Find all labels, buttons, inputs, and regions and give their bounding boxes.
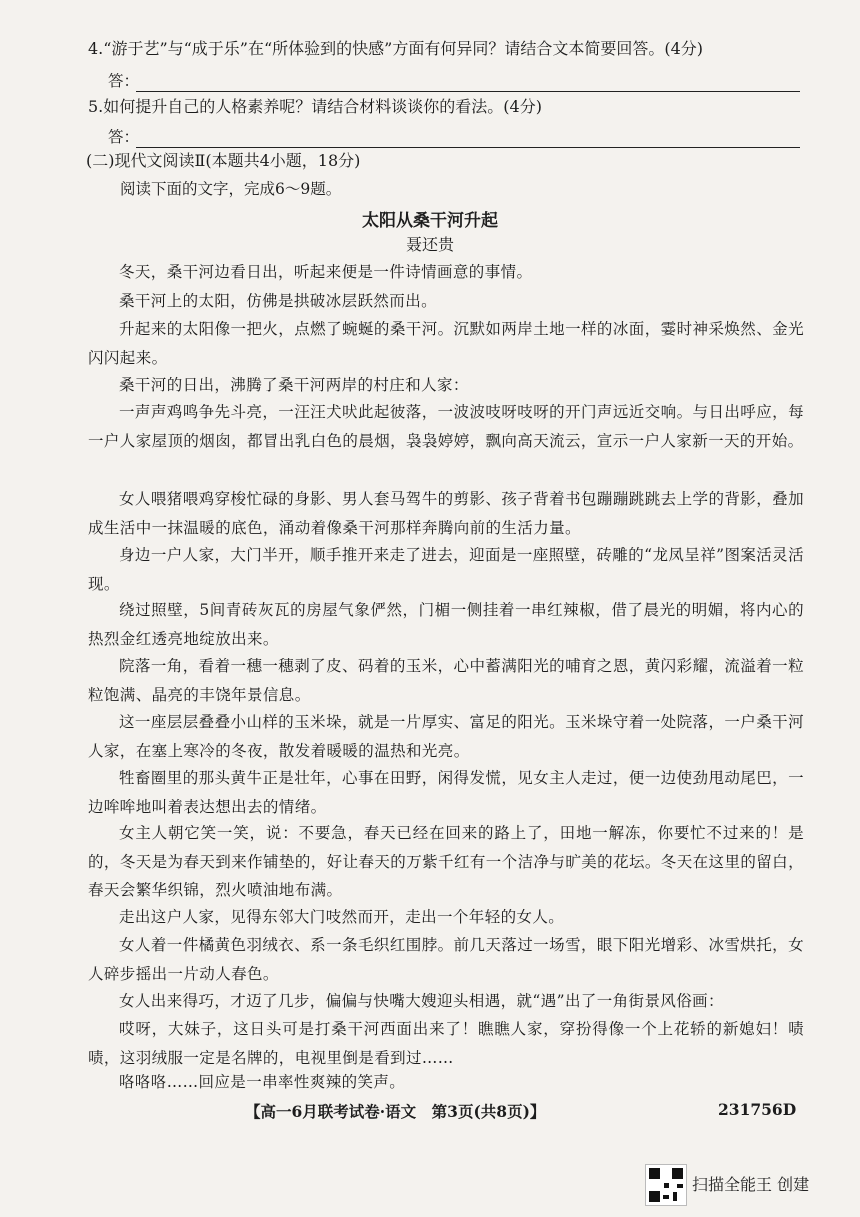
footer-exam-info: 【高一6月联考试卷·语文 第3页(共8页)】 [245, 1102, 546, 1121]
paragraph: 这一座层层叠叠小山样的玉米垛，就是一片厚实、富足的阳光。玉米垛守着一处院落，一户桑干河人家，在塞上寒冷的冬夜，散发着暖暖的温热和光亮。 [88, 713, 804, 760]
paragraph-last: 咯咯咯……回应是一串率性爽辣的笑声。 [119, 1073, 406, 1091]
paragraph: 女人着一件橘黄色羽绒衣、系一条毛织红围脖。前几天落过一场雪，眼下阳光增彩、冰雪烘托，女人碎步摇出一片动人春色。 [88, 936, 804, 983]
question-4-answer-line[interactable] [136, 91, 800, 92]
paragraph: 身边一户人家，大门半开，顺手推开来走了进去，迎面是一座照壁，砖雕的“龙凤呈祥”图案活灵活现。 [88, 546, 804, 593]
footer-paper-code: 231756D [718, 1100, 797, 1119]
paragraph: 升起来的太阳像一把火，点燃了蜿蜒的桑干河。沉默如两岸土地一样的冰面，霎时神采焕然、金光闪闪起来。 [88, 320, 804, 367]
article-author: 聂还贵 [405, 235, 454, 254]
qr-code-icon [645, 1164, 687, 1206]
paragraph: 院落一角，看着一穗一穗剥了皮、码着的玉米，心中蓄满阳光的哺育之恩，黄闪彩耀，流溢着一粒粒饱满、晶亮的丰饶年景信息。 [88, 657, 804, 704]
paragraph: 桑干河的日出，沸腾了桑干河两岸的村庄和人家： [119, 376, 469, 394]
paragraph: 女人出来得巧，才迈了几步，偏偏与快嘴大嫂迎头相遇，就“遇”出了一角街景风俗画： [119, 992, 724, 1010]
paragraph: 女人喂猪喂鸡穿梭忙碌的身影、男人套马驾牛的剪影、孩子背着书包蹦蹦跳跳去上学的背影，叠加成生活中一抹温暖的底色，涌动着像桑干河那样奔腾向前的生活力量。 [88, 490, 804, 537]
question-4-answer-label: 答： [108, 72, 140, 90]
paragraph: 牲畜圈里的那头黄牛正是壮年，心事在田野，闲得发慌，见女主人走过，便一边使劲甩动尾巴，一边哞哞地叫着表达想出去的情绪。 [88, 769, 804, 816]
scanner-watermark: 扫描全能王 创建 [692, 1175, 810, 1194]
paragraph: 哎呀，大妹子，这日头可是打桑干河西面出来了！瞧瞧人家，穿扮得像一个上花轿的新媳妇！啧啧，这羽绒服一定是名牌的，电视里倒是看到过…… [88, 1020, 804, 1067]
paragraph: 桑干河上的太阳，仿佛是拱破冰层跃然而出。 [119, 292, 438, 310]
question-4: 4.“游于艺”与“成于乐”在“所体验到的快感”方面有何异同？请结合文本简要回答。(4分) [88, 39, 704, 58]
paragraph: 走出这户人家，见得东邻大门吱然而开，走出一个年轻的女人。 [119, 908, 565, 926]
section-heading: (二)现代文阅读Ⅱ(本题共4小题，18分) [86, 151, 361, 170]
paragraph: 绕过照壁，5间青砖灰瓦的房屋气象俨然，门楣一侧挂着一串红辣椒，借了晨光的明媚，将内心的热烈金红透亮地绽放出来。 [88, 601, 804, 648]
section-instruction: 阅读下面的文字，完成6～9题。 [120, 180, 342, 198]
question-5-answer-label: 答： [108, 128, 140, 146]
question-5: 5.如何提升自己的人格素养呢？请结合材料谈谈你的看法。(4分) [88, 97, 542, 116]
paragraph: 冬天，桑干河边看日出，听起来便是一件诗情画意的事情。 [119, 263, 533, 281]
paragraph: 女主人朝它笑一笑，说：不要急，春天已经在回来的路上了，田地一解冻，你要忙不过来的！是的，冬天是为春天到来作铺垫的，好让春天的万紫千红有一个洁净与旷美的花坛。冬天在这里的留白，春天会繁华织锦，烈火喷油地布满。 [88, 824, 804, 899]
question-5-answer-line[interactable] [136, 147, 800, 148]
paragraph: 一声声鸡鸣争先斗亮，一汪汪犬吠此起彼落，一波波吱呀吱呀的开门声远近交响。与日出呼应，每一户人家屋顶的烟囱，都冒出乳白色的晨烟，袅袅婷婷，飘向高天流云，宣示一户人家新一天的开始。 [88, 403, 804, 450]
article-title: 太阳从桑干河升起 [362, 211, 498, 231]
